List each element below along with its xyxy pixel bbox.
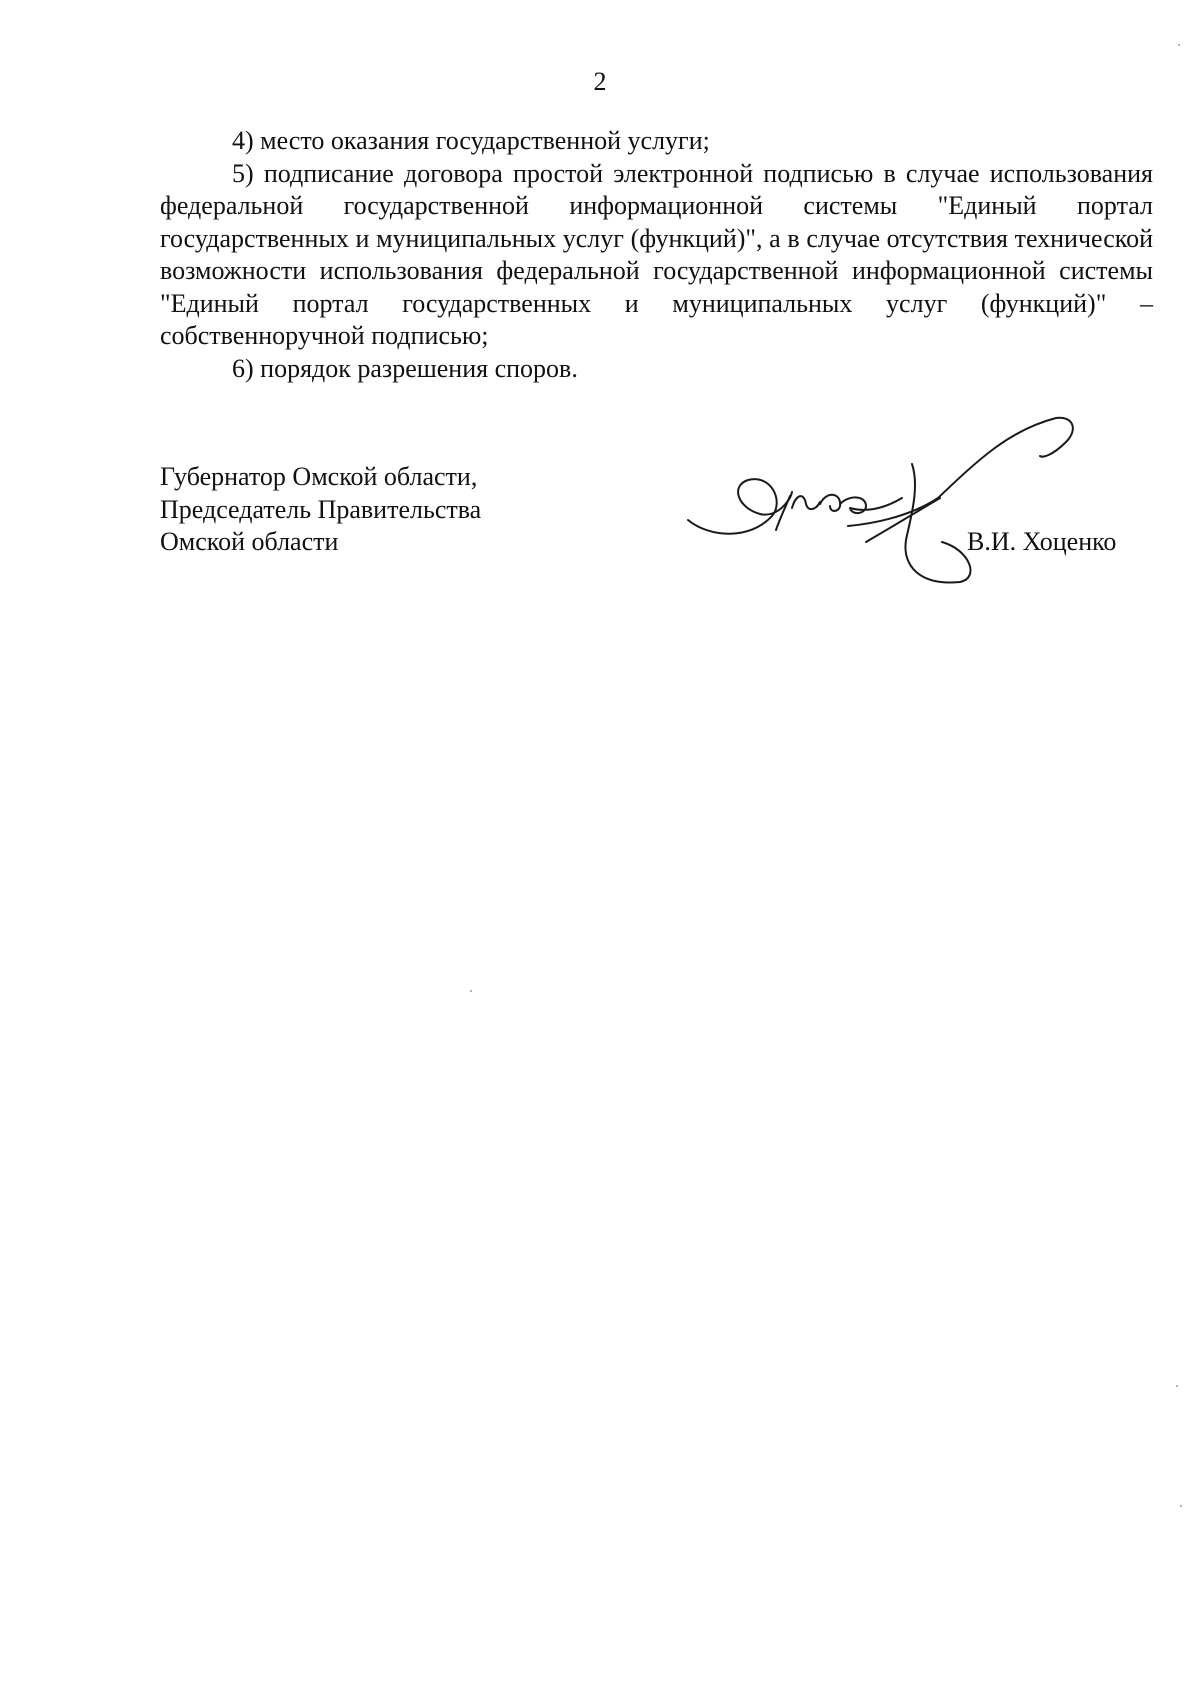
scan-speck bbox=[1176, 1385, 1178, 1387]
list-item: 4) место оказания государственной услуги; bbox=[232, 126, 710, 155]
handwritten-signature bbox=[680, 410, 1080, 590]
scan-speck bbox=[1178, 44, 1180, 46]
signatory-title-line: Председатель Правительства bbox=[160, 494, 482, 524]
signatory-title bbox=[160, 461, 481, 559]
signatory-title-line: Омской области bbox=[160, 527, 339, 556]
signatory-name: В.И. Хоценко bbox=[967, 527, 1117, 556]
signatory-title-line: Губернатор Омской области, bbox=[160, 462, 478, 491]
page-number: 2 bbox=[593, 67, 607, 96]
document-body bbox=[160, 125, 1153, 385]
list-item: 6) порядок разрешения споров. bbox=[232, 353, 578, 383]
scan-speck bbox=[470, 990, 472, 992]
scan-speck bbox=[1180, 1505, 1182, 1507]
list-item: 5) подписание договора простой электронной подписью в случае использования федеральной государственной информационной системы "Единый портал государственных и муниципальных услуг (функций)", а в случае отсутствия технической возможности использования федеральной государственной информационной системы "Единый портал государственных и муниципальных услуг (функций)" – собственноручной подписью; bbox=[160, 158, 1153, 350]
